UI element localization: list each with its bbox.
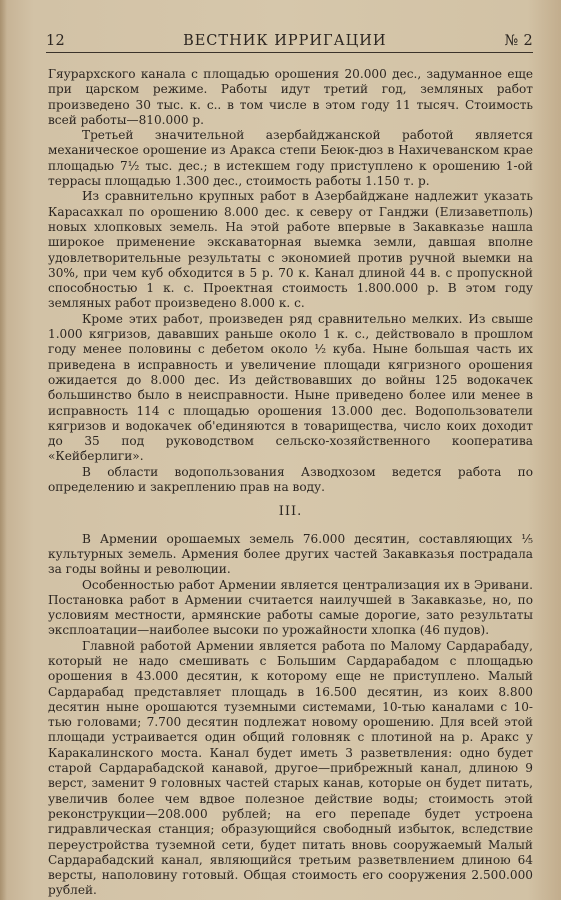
page-number: 12 bbox=[46, 33, 66, 49]
page-binding-shadow bbox=[0, 0, 7, 900]
paragraph: Из сравнительно крупных работ в Азербайджане надлежит указать Карасахкал по орошению 8.000 дес. к северу от Ганджи (Елизаветполь) новых хлопковых земель. На этой работе впервые в Закавказье нашла широкое применение экскаваторная выемка земли, давшая вполне удовлетворительные результаты с экономией против ручной выемки на 30%, при чем куб обходится в 5 р. 70 к. Канал длиной 44 в. с пропускной способностью 1 к. с. Проектная стоимость 1.800.000 р. В этом году земляных работ произведено 8.000 к. с. bbox=[48, 189, 533, 311]
journal-title: ВЕСТНИК ИРРИГАЦИИ bbox=[183, 33, 387, 49]
paragraph: Гяурархского канала с площадью орошения 20.000 дес., задуманное еще при царском режиме. Работы идут третий год, земляных работ произведено 30 тыс. к. с.. в том числе в этом году 11 тысяч. Стоимость всей работы—810.000 р. bbox=[48, 67, 533, 127]
paragraph: Кроме этих работ, произведен ряд сравнительно мелких. Из свыше 1.000 кягризов, дававших раньше около 1 к. с., действовало в прошлом году менее половины с дебетом около ½ куба. Ныне большая часть их приведена в исправность и увеличение площади кягризного орошения ожидается до 8.000 дес. Из действовавших до войны 125 водокачек большинство было в неисправности. Ныне приведено более или менее в исправность 114 с площадью орошения 13.000 дес. Водопользователи кягризов и водокачек об'единяются в товарищества, число коих доходит до 35 под руководством сельско-хозяйственного кооператива «Кейберлиги». bbox=[48, 311, 533, 464]
paragraph: Третьей значительной азербайджанской работой является механическое орошение из Аракса степи Беюк-дюз в Нахичеванском крае площадью 7½ тыс. дес.; в истекшем году приступлено к орошению 1-ой террасы площадью 1.300 дес., стоимость работы 1.150 т. р. bbox=[48, 128, 533, 189]
issue-number: № 2 bbox=[504, 33, 533, 49]
paragraph: В Армении орошаемых земель 76.000 десятин, составляющих ⅕ культурных земель. Армения более других частей Закавказья пострадала за годы войны и революции. bbox=[48, 531, 533, 577]
running-header bbox=[46, 30, 533, 53]
paragraph: В области водопользования Азводхозом ведется работа по определению и закреплению прав на воду. bbox=[48, 464, 533, 495]
section-heading: III. bbox=[278, 504, 303, 520]
article-body bbox=[48, 67, 533, 899]
paragraph: Главной работой Армении является работа по Малому Сардарабаду, который не надо смешивать с Большим Сардарабадом с площадью орошения в 43.000 десятин, к которому еще не приступлено. Малый Сардарабад представляет площадь в 16.500 десятин, из коих 8.800 десятин ныне орошаются туземными системами, 10-тью каналами с 10-тью головами; 7.700 десятин подлежат новому орошению. Для всей этой площади устраивается один общий головняк с плотиной на р. Аракс у Каракалинского моста. Канал будет иметь 3 разветвления: одно будет старой Сардарабадской канавой, другое—прибрежный канал, длиною 9 верст, заменит 9 головных частей старых канав, которые он будет питать, увеличив более чем вдвое полезное действие воды; стоимость этой реконструкции—208.000 рублей; на его перепаде будет устроена гидравлическая станция; образующийся свободный избыток, вследствие переустройства туземной сети, будет питать вновь сооружаемый Малый Сардарабадский канал, являющийся третьим разветвлением длиною 64 версты, наполовину готовый. Общая стоимость его сооружения 2.500.000 рублей. bbox=[48, 638, 533, 898]
paragraph: Особенностью работ Армении является централизация их в Эривани. Постановка работ в Армении считается наилучшей в Закавказье, но, по условиям местности, армянские работы самые дорогие, зато результаты эксплоатации—наиболее высоки по урожайности хлопка (46 пудов). bbox=[48, 577, 533, 638]
